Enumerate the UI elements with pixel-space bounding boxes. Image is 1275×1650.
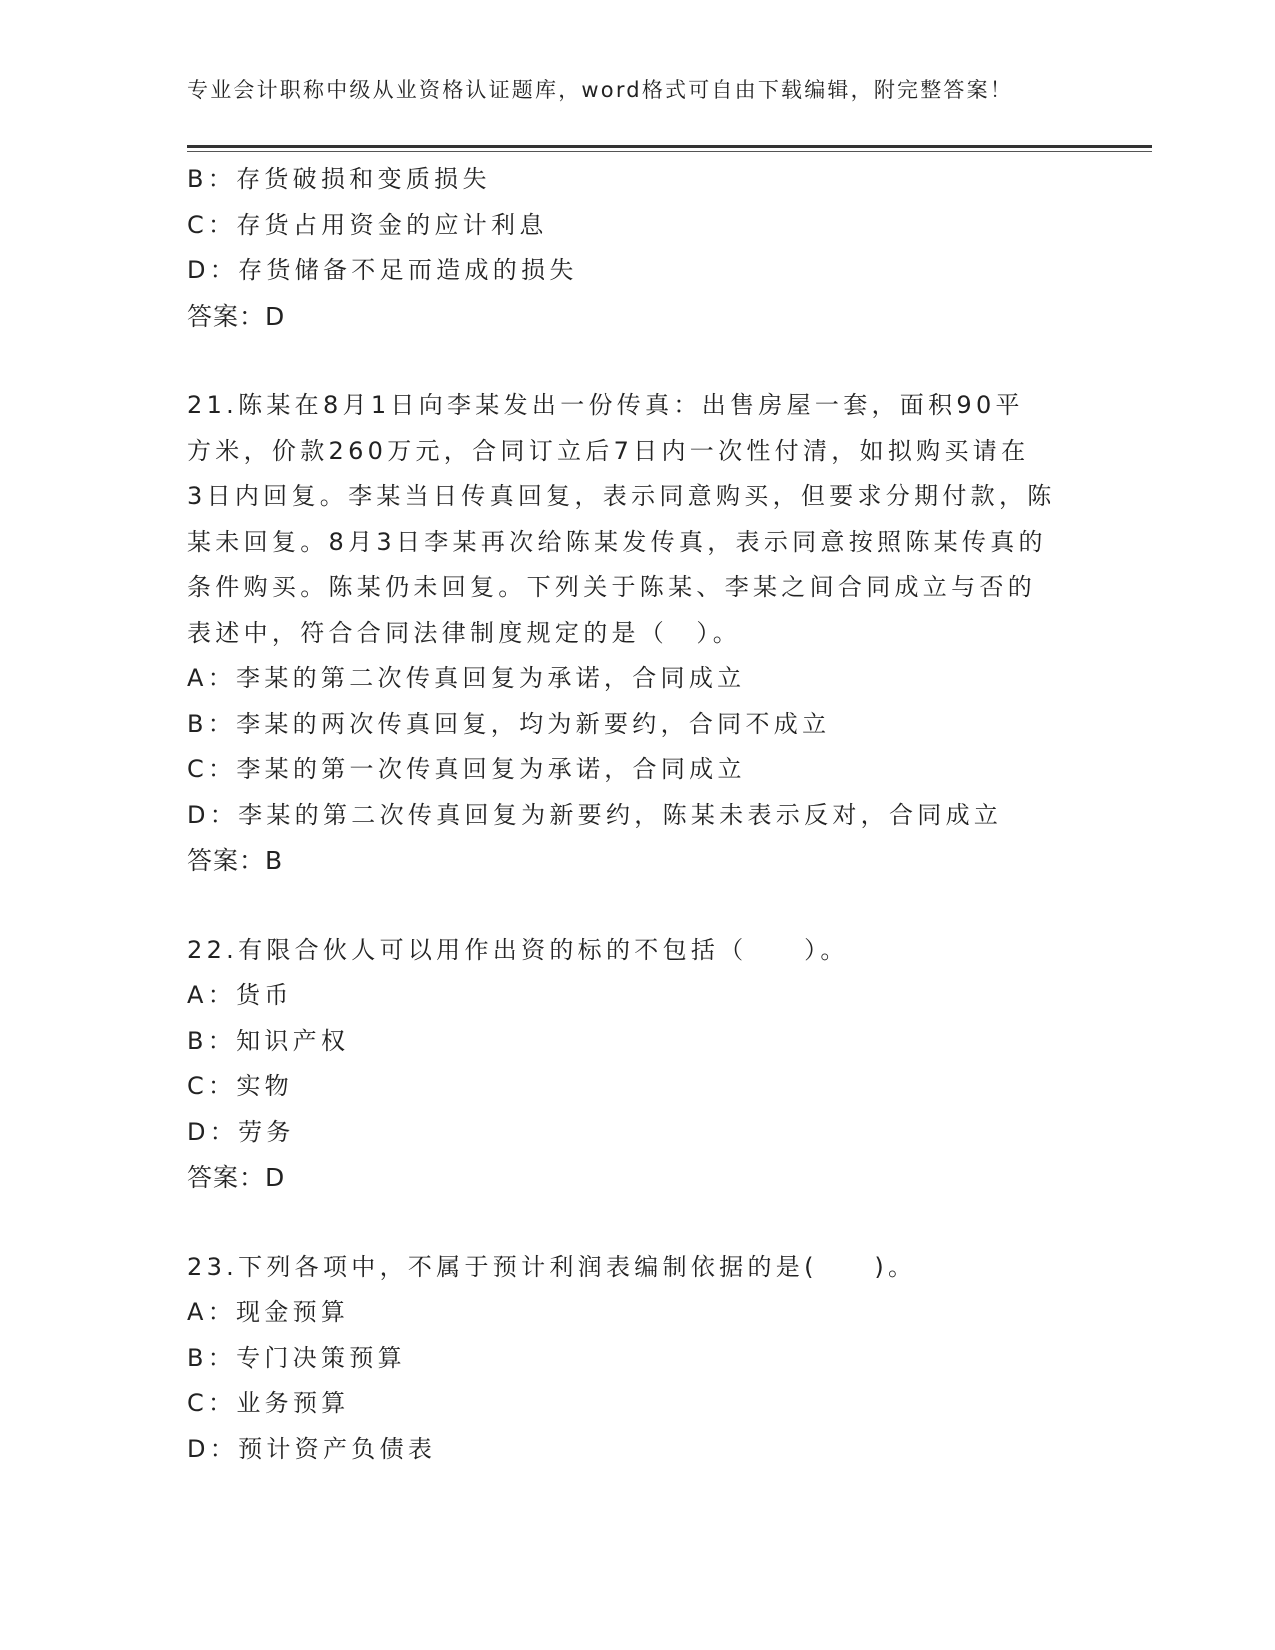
option-c: C：存货占用资金的应计利息 [187, 210, 548, 239]
question-stem-line: 表述中，符合合同法律制度规定的是（ ）。 [187, 618, 741, 647]
option-d: D：李某的第二次传真回复为新要约，陈某未表示反对，合同成立 [187, 800, 1003, 829]
answer: 答案：D [187, 1163, 286, 1192]
option-d: D：预计资产负债表 [187, 1434, 437, 1463]
answer: 答案：B [187, 846, 284, 875]
option-c: C：实物 [187, 1072, 293, 1100]
question-23 [187, 1245, 1087, 1473]
question-stem-line: 3日内回复。李某当日传真回复，表示同意购买，但要求分期付款，陈 [187, 482, 1056, 510]
question-21 [187, 383, 1087, 884]
question-stem-line: 21.陈某在8月1日向李某发出一份传真：出售房屋一套，面积90平 [187, 391, 1024, 419]
option-b: B：存货破损和变质损失 [187, 165, 491, 193]
option-b: B：李某的两次传真回复，均为新要约，合同不成立 [187, 709, 831, 738]
option-d: D：劳务 [187, 1117, 295, 1146]
question-stem-line: 方米，价款260万元，合同订立后7日内一次性付清，如拟购买请在 [187, 436, 1030, 465]
question-stem-line: 条件购买。陈某仍未回复。下列关于陈某、李某之间合同成立与否的 [187, 573, 1036, 601]
question-stem-line: 23.下列各项中，不属于预计利润表编制依据的是( )。 [187, 1252, 917, 1281]
question-stem-line: 22.有限合伙人可以用作出资的标的不包括（ ）。 [187, 935, 849, 964]
question-stem-line: 某未回复。8月3日李某再次给陈某发传真，表示同意按照陈某传真的 [187, 527, 1047, 556]
option-a: A：现金预算 [187, 1298, 350, 1326]
page-header: 专业会计职称中级从业资格认证题库，word格式可自由下载编辑，附完整答案！ [187, 78, 1014, 102]
document-body [187, 157, 1087, 1472]
spacer [187, 1201, 1087, 1245]
option-b: B：专门决策预算 [187, 1343, 406, 1372]
header-rule-thin [187, 151, 1152, 152]
prev-question [187, 157, 1087, 339]
answer: 答案：D [187, 301, 286, 331]
option-d: D：存货储备不足而造成的损失 [187, 256, 578, 284]
option-c: C：李某的第一次传真回复为承诺，合同成立 [187, 755, 746, 783]
spacer [187, 884, 1087, 928]
option-a: A：货币 [187, 981, 293, 1009]
question-22 [187, 928, 1087, 1201]
header-rule-thick [187, 145, 1152, 148]
option-b: B：知识产权 [187, 1026, 350, 1055]
spacer [187, 339, 1087, 383]
option-c: C：业务预算 [187, 1389, 350, 1417]
option-a: A：李某的第二次传真回复为承诺，合同成立 [187, 664, 746, 692]
